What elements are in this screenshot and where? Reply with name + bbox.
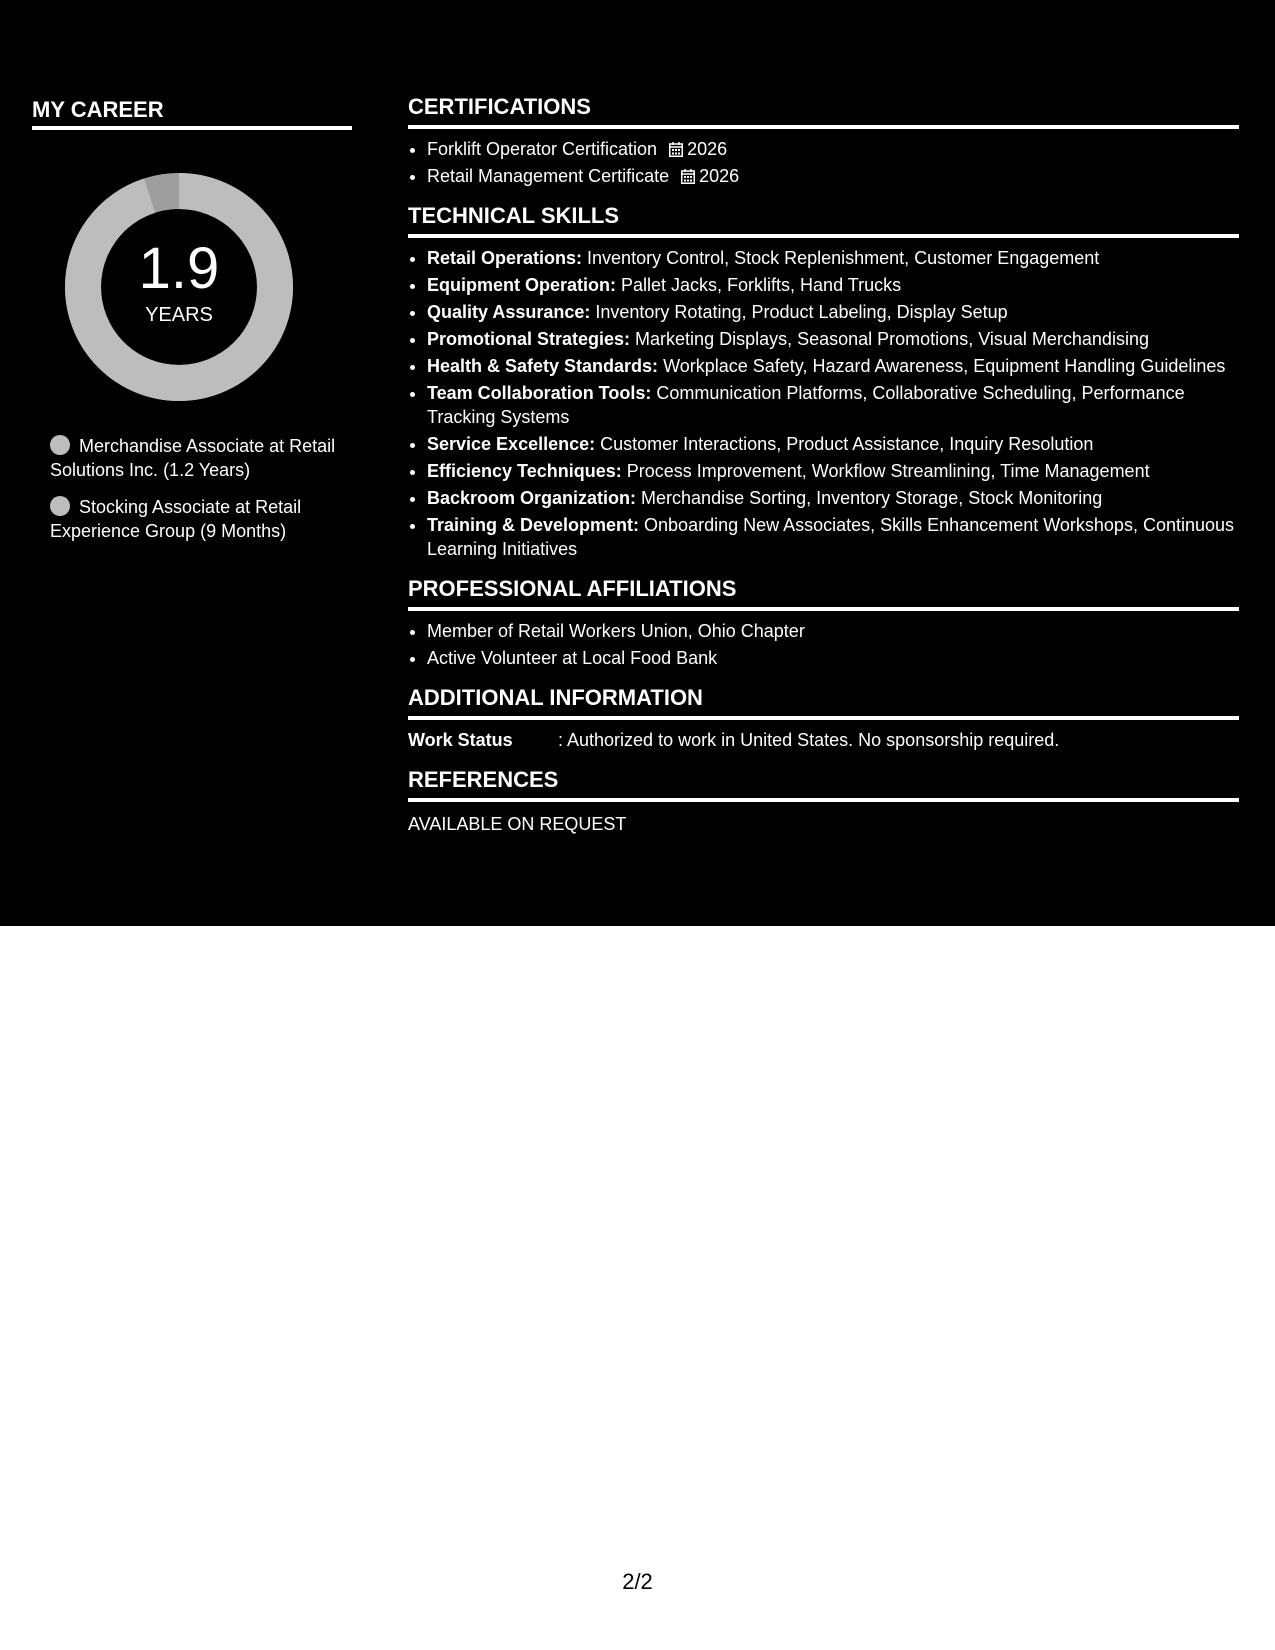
- affiliation-item: • Member of Retail Workers Union, Ohio Chapter: [427, 619, 1239, 643]
- skill-item: [427, 459, 1239, 483]
- skill-label: Service Excellence:: [427, 434, 596, 454]
- technical-skills-title: TECHNICAL SKILLS: [408, 202, 1239, 238]
- certification-year: 2026: [699, 166, 740, 186]
- donut-center: [64, 172, 294, 402]
- certifications-section: [408, 93, 1239, 188]
- bullet-dot-icon: [50, 496, 70, 516]
- skill-value: Workplace Safety, Hazard Awareness, Equipment Handling Guidelines: [658, 356, 1226, 376]
- skill-value: Marketing Displays, Seasonal Promotions, Visual Merchandising: [630, 329, 1149, 349]
- career-item-text: Merchandise Associate at Retail Solutions Inc. (1.2 Years): [50, 436, 336, 480]
- skill-label: Promotional Strategies:: [427, 329, 631, 349]
- technical-skills-list: [408, 246, 1239, 561]
- main-column: [408, 93, 1239, 850]
- certification-item: [427, 137, 1239, 161]
- additional-info-section: [408, 684, 1239, 752]
- career-title: MY CAREER: [32, 96, 352, 130]
- affiliations-list: [408, 619, 1239, 670]
- calendar-icon: [669, 142, 683, 157]
- references-section: [408, 766, 1239, 836]
- career-item-text: Stocking Associate at Retail Experience Group (9 Months): [50, 497, 302, 541]
- skill-value: Inventory Control, Stock Replenishment, Customer Engagement: [582, 248, 1100, 268]
- certification-name: Retail Management Certificate: [427, 166, 670, 186]
- affiliation-item: • Active Volunteer at Local Food Bank: [427, 646, 1239, 670]
- certification-item: [427, 164, 1239, 188]
- skill-label: Equipment Operation:: [427, 275, 616, 295]
- career-item: [50, 434, 340, 482]
- skill-label: Retail Operations:: [427, 248, 583, 268]
- calendar-icon: [681, 169, 695, 184]
- sidebar: [32, 96, 352, 556]
- skill-value: Inventory Rotating, Product Labeling, Display Setup: [590, 302, 1008, 322]
- work-status-row: [408, 728, 1239, 752]
- page-number: 2/2: [622, 1569, 653, 1594]
- skill-label: Training & Development:: [427, 515, 640, 535]
- skill-value: Merchandise Sorting, Inventory Storage, Stock Monitoring: [636, 488, 1103, 508]
- affiliations-section: [408, 575, 1239, 670]
- skill-value: Communication Platforms, Collaborative Scheduling, Performance Tracking Systems: [427, 383, 1185, 427]
- certification-name: Forklift Operator Certification: [427, 139, 658, 159]
- certifications-list: [408, 137, 1239, 188]
- skill-item: [427, 300, 1239, 324]
- skill-value: Process Improvement, Workflow Streamlining, Time Management: [621, 461, 1150, 481]
- career-list: [50, 434, 340, 543]
- skill-item: [427, 273, 1239, 297]
- experience-years-value: 1.9: [138, 236, 220, 301]
- skill-value: Customer Interactions, Product Assistance, Inquiry Resolution: [595, 434, 1094, 454]
- skill-value: Onboarding New Associates, Skills Enhancement Workshops, Continuous Learning Initiatives: [427, 515, 1235, 559]
- skill-label: Health & Safety Standards:: [427, 356, 659, 376]
- experience-years-unit: YEARS: [145, 304, 213, 326]
- career-item: [50, 495, 340, 543]
- experience-donut: [64, 172, 294, 402]
- technical-skills-section: [408, 202, 1239, 561]
- skill-label: Quality Assurance:: [427, 302, 591, 322]
- work-status-value: : Authorized to work in United States. No sponsorship required.: [558, 730, 1060, 750]
- skill-item: [427, 486, 1239, 510]
- skill-label: Efficiency Techniques:: [427, 461, 622, 481]
- skill-item: [427, 513, 1239, 561]
- skill-label: Team Collaboration Tools:: [427, 383, 652, 403]
- skill-item: [427, 432, 1239, 456]
- certification-year: 2026: [687, 139, 728, 159]
- skill-item: [427, 354, 1239, 378]
- skill-label: Backroom Organization:: [427, 488, 637, 508]
- references-text: AVAILABLE ON REQUEST: [408, 814, 627, 834]
- bullet-dot-icon: [50, 435, 70, 455]
- references-title: REFERENCES: [408, 766, 1239, 802]
- skill-item: [427, 246, 1239, 270]
- certifications-title: CERTIFICATIONS: [408, 93, 1239, 129]
- affiliations-title: PROFESSIONAL AFFILIATIONS: [408, 575, 1239, 611]
- additional-info-title: ADDITIONAL INFORMATION: [408, 684, 1239, 720]
- work-status-label: Work Status: [408, 730, 513, 750]
- skill-item: [427, 381, 1239, 429]
- skill-value: Pallet Jacks, Forklifts, Hand Trucks: [616, 275, 902, 295]
- skill-item: [427, 327, 1239, 351]
